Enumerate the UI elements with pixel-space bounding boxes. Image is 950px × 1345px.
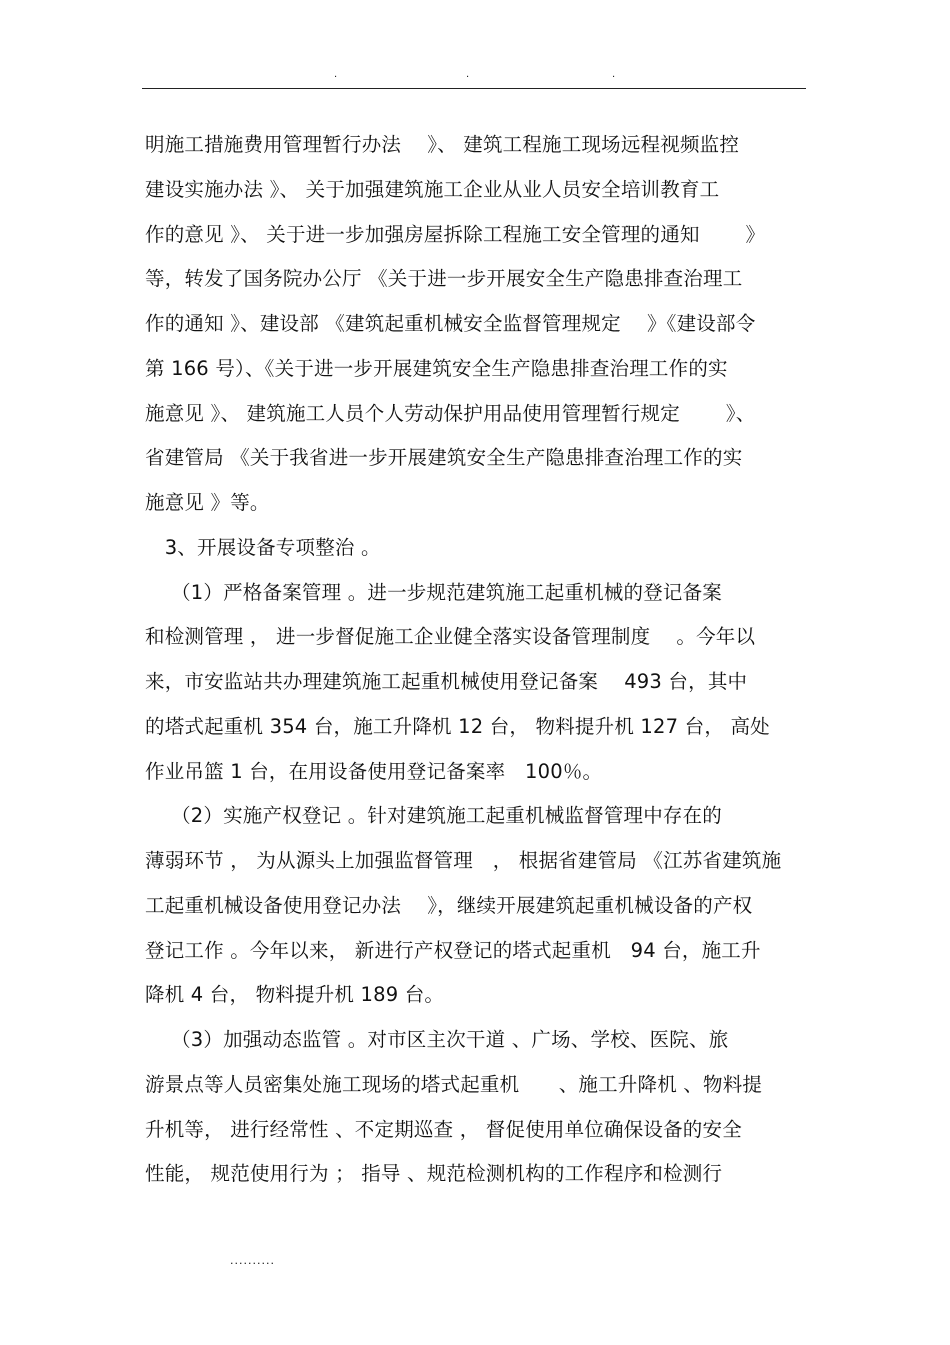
text-line: 明施工措施费用管理暂行办法 》、 建筑工程施工现场远程视频监控 <box>145 133 740 156</box>
text-line: 施意见 》等。 <box>145 491 270 514</box>
text-line: （2）实施产权登记 。针对建筑施工起重机械监督管理中存在的 <box>145 804 723 827</box>
text-line: 和检测管理 ， 进一步督促施工企业健全落实设备管理制度 。今年以 <box>145 625 756 648</box>
header-dots <box>142 70 806 86</box>
text-line: 的塔式起重机 354 台，施工升降机 12 台， 物料提升机 127 台， 高处 <box>145 715 770 738</box>
text-line: 升机等， 进行经常性 、不定期巡查 ， 督促使用单位确保设备的安全 <box>145 1118 742 1141</box>
page-footer-dots: .......... <box>230 1254 275 1267</box>
text-line: 施意见 》、 建筑施工人员个人劳动保护用品使用管理暂行规定 》、 <box>145 402 756 425</box>
text-line: 工起重机械设备使用登记办法 》，继续开展建筑起重机械设备的产权 <box>145 894 753 917</box>
text-line: 第 166 号）、《关于进一步开展建筑安全生产隐患排查治理工作的实 <box>145 357 728 380</box>
header-rule <box>142 88 806 89</box>
text-line: 作业吊篮 1 台，在用设备使用登记备案率 100％。 <box>145 760 603 783</box>
text-line: 薄弱环节 ， 为从源头上加强监督管理 ， 根据省建管局 《江苏省建筑施 <box>145 849 782 872</box>
text-line: （1）严格备案管理 。进一步规范建筑施工起重机械的登记备案 <box>145 581 723 604</box>
text-line: 建设实施办法 》、 关于加强建筑施工企业从业人员安全培训教育工 <box>145 178 720 201</box>
text-line: 登记工作 。今年以来， 新进行产权登记的塔式起重机 94 台，施工升 <box>145 939 761 962</box>
text-line: 性能， 规范使用行为 ； 指导 、规范检测机构的工作程序和检测行 <box>145 1162 723 1185</box>
text-line: 来，市安监站共办理建筑施工起重机械使用登记备案 493 台，其中 <box>145 670 748 693</box>
header-dot: . <box>612 69 616 80</box>
text-line: 省建管局 《关于我省进一步开展建筑安全生产隐患排查治理工作的实 <box>145 446 743 469</box>
section-heading: 3、开展设备专项整治 。 <box>145 536 381 559</box>
header-dot: . <box>334 69 338 80</box>
text-line: 游景点等人员密集处施工现场的塔式起重机 、施工升降机 、物料提 <box>145 1073 763 1096</box>
text-line: 作的意见 》、 关于进一步加强房屋拆除工程施工安全管理的通知 》 <box>145 223 766 246</box>
text-line: 等，转发了国务院办公厅 《关于进一步开展安全生产隐患排查治理工 <box>145 267 743 290</box>
text-line: （3）加强动态监管 。对市区主次干道 、广场、学校、医院、旅 <box>145 1028 729 1051</box>
text-line: 作的通知 》、建设部 《建筑起重机械安全监督管理规定 》《建设部令 <box>145 312 756 335</box>
header-dot: . <box>466 69 470 80</box>
text-line: 降机 4 台， 物料提升机 189 台。 <box>145 983 445 1006</box>
